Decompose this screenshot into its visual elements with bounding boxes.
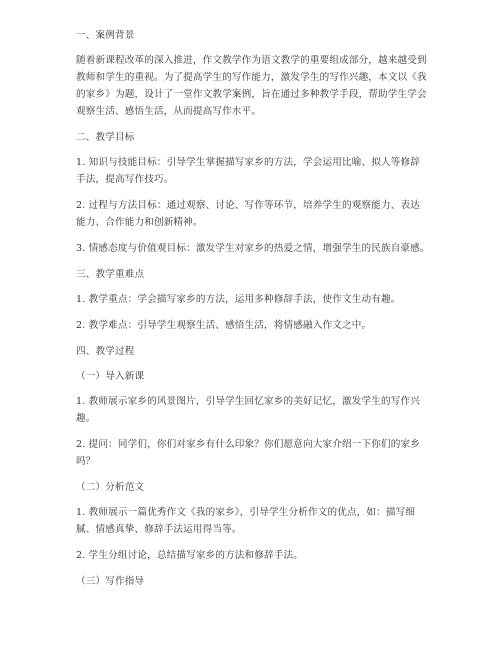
- list-item-line: 手法，提高写作技巧。: [76, 174, 174, 185]
- list-item-line: 吗？: [76, 456, 96, 467]
- list-item-line: 趣。: [76, 413, 96, 424]
- list-item-line: 1. 教学重点：学会描写家乡的方法，运用多种修辞手法，使作文生动有趣。: [76, 294, 401, 305]
- list-item-line: 1. 知识与技能目标：引导学生掌握描写家乡的方法，学会运用比喻、拟人等修辞: [76, 157, 420, 168]
- section-heading-key-points: 三、教学重难点: [76, 269, 145, 280]
- list-item-line: 能力、合作能力和创新精神。: [76, 217, 203, 228]
- paragraph-line: 观察生活、感悟生活，从而提高写作水平。: [76, 106, 262, 117]
- paragraph-line: 的家乡》为题，设计了一堂作文教学案例，旨在通过多种教学手段，帮助学生学会: [76, 89, 427, 100]
- list-item-line: 2. 提问：同学们，你们对家乡有什么印象？你们愿意向大家介绍一下你们的家乡: [76, 439, 420, 450]
- list-item-line: 2. 学生分组讨论，总结描写家乡的方法和修辞手法。: [76, 550, 304, 561]
- list-item-line: 3. 情感态度与价值观目标：激发学生对家乡的热爱之情，增强学生的民族自豪感。: [76, 243, 430, 254]
- subsection-heading-writing-guidance: （三）写作指导: [76, 576, 145, 587]
- paragraph-line: 教师和学生的重视。为了提高学生的写作能力，激发学生的写作兴趣，本文以《我: [76, 72, 427, 83]
- list-item-line: 1. 教师展示家乡的风景图片，引导学生回忆家乡的美好记忆，激发学生的写作兴: [76, 396, 420, 407]
- section-heading-goals: 二、教学目标: [76, 132, 135, 143]
- paragraph-line: 随着新课程改革的深入推进，作文教学作为语文教学的重要组成部分，越来越受到: [76, 55, 427, 66]
- subsection-heading-intro: （一）导入新课: [76, 371, 145, 382]
- section-heading-background: 一、案例背景: [76, 30, 135, 41]
- section-heading-process: 四、教学过程: [76, 346, 135, 357]
- list-item-line: 腻、情感真挚、修辞手法运用得当等。: [76, 524, 242, 535]
- list-item-line: 1. 教师展示一篇优秀作文《我的家乡》，引导学生分析作文的优点，如：描写细: [76, 507, 416, 518]
- subsection-heading-analysis: （二）分析范文: [76, 482, 145, 493]
- list-item-line: 2. 过程与方法目标：通过观察、讨论、写作等环节，培养学生的观察能力、表达: [76, 200, 420, 211]
- list-item-line: 2. 教学难点：引导学生观察生活、感悟生活，将情感融入作文之中。: [76, 320, 372, 331]
